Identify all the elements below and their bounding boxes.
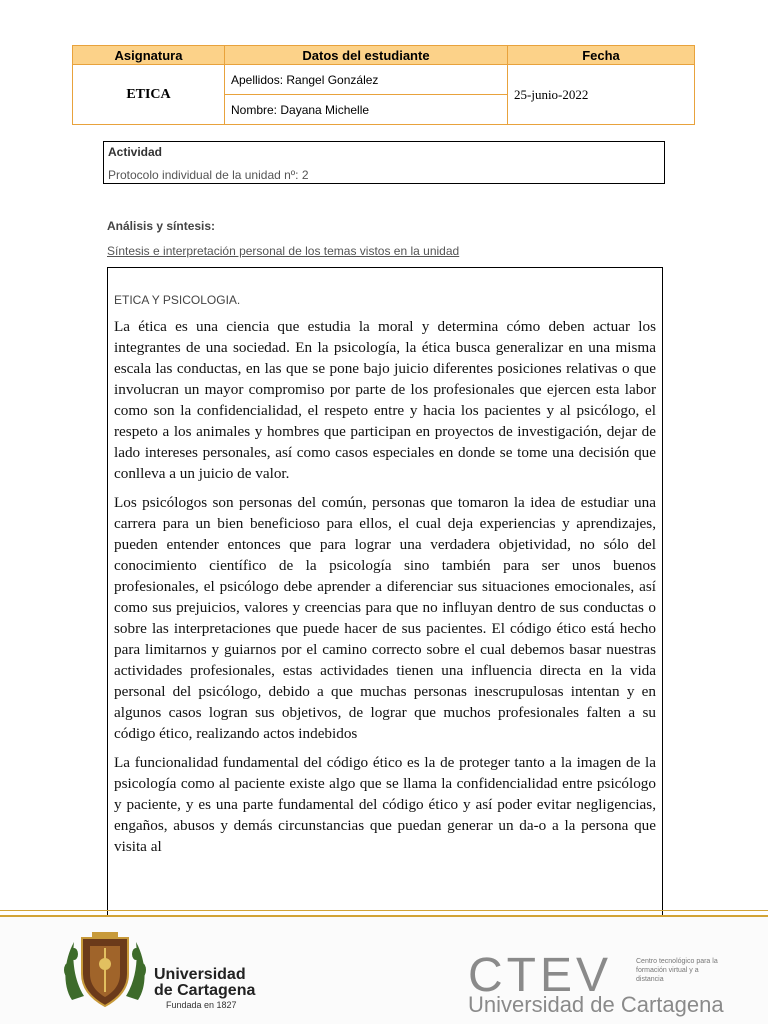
university-shield-logo [62,930,148,1012]
content-body [114,316,656,865]
content-box [107,267,663,917]
university-name-line2: de Cartagena [154,982,256,999]
col-date-header: Fecha [508,46,695,65]
paragraph: La funcionalidad fundamental del código ético es la de proteger tanto a la imagen de la psicología como al paciente existe algo que se llama la confidencialidad entre psicólogo y paciente, y es una parte fundamental del código ético y así poder evitar negligencias, engaños, abusos y demás circunstancias que puedan generar un da-o a la persona que visita al [114,754,656,855]
col-subject-header: Asignatura [73,46,225,65]
footer-rule-thin [0,910,768,911]
date-cell: 25-junio-2022 [508,65,695,125]
surnames-cell: Apellidos: Rangel González [225,65,508,95]
subject-cell: ETICA [73,65,225,125]
name-cell: Nombre: Dayana Michelle [225,95,508,125]
col-student-header: Datos del estudiante [225,46,508,65]
activity-value: Protocolo individual de la unidad nº: 2 [108,168,309,182]
university-name-line1: Universidad [154,966,246,983]
ctev-university: Universidad de Cartagena [468,992,724,1017]
paragraph: La ética es una ciencia que estudia la moral y determina cómo deben actuar los integrantes de una sociedad. En la psicología, la ética busca generalizar en una misma escala las conductas, en las que se pone bajo juicio diferentes posiciones relativas o que involucran un mayor compromiso por parte de los profesionales que ejercen esta labor como son la confidencialidad, el respeto entre y hacia los pacientes y al psicólogo, el respeto a los animales y hombres que participan en proyectos de investigación, dejar de lado intereses personales, así como casos especiales en donde se tome una decisión que conlleva a un juicio de valor. [114,318,656,482]
ctev-description: Centro tecnológico para la formación virtual y a distancia [636,958,718,983]
paragraph: Los psicólogos son personas del común, personas que tomaron la idea de estudiar una carrera para un bien beneficioso para ellos, el cual deja experiencias y aprendizajes, pueden entender entonces que para lograr una verdadera objetividad, no sólo del conocimiento científico de la psicología sino también para ser unos buenos profesionales, el psicólogo debe aprender a diferenciar sus situaciones emocionales, así como sus prejuicios, valores y creencias para que no influyan dentro de sus conductas o sobre las interpretaciones que puede hacer de sus pacientes. El código ético está hecho para limitarnos y guiarnos por el camino correcto sobre el cual debemos basar nuestras actividades profesionales, estas actividades tienen una influencia directa en la vida personal del psicólogo, debido a que muchas personas inescrupulosas intentan y en algunos casos logran sus objetivos, de lograr que muchos profesionales falten a su código ético, realizando actos indebidos [114,494,656,742]
synthesis-label: Síntesis e interpretación personal de los temas vistos en la unidad [107,244,460,258]
ctev-logo: CTEV [468,949,613,1002]
content-title: ETICA Y PSICOLOGIA. [114,293,241,307]
university-founded: Fundada en 1827 [166,1000,237,1010]
activity-box [103,141,665,184]
analysis-label: Análisis y síntesis: [107,219,216,233]
header-table [72,45,695,125]
activity-title: Actividad [108,145,163,159]
